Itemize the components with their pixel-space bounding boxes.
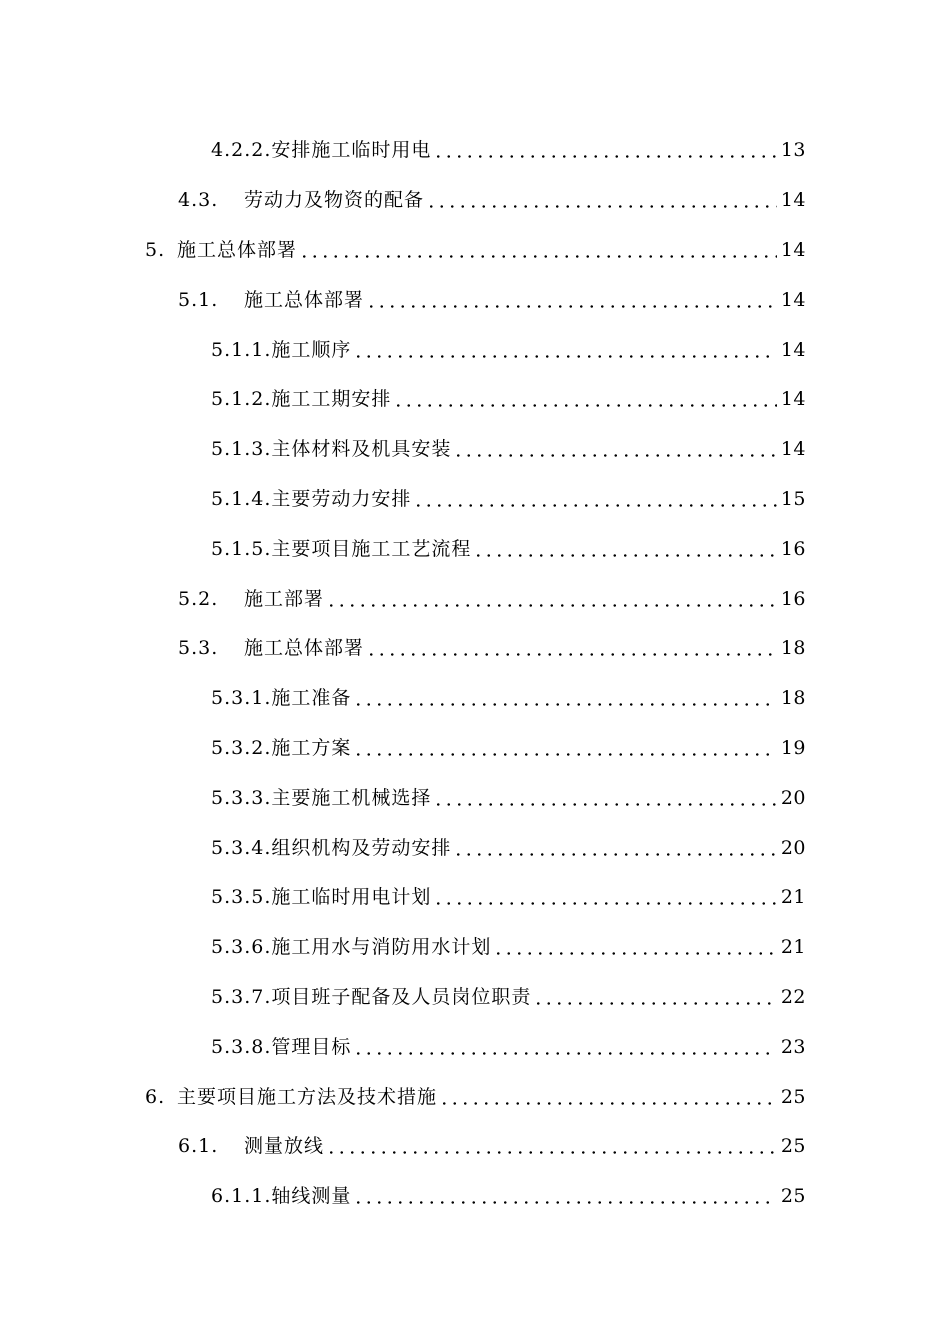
toc-entry-number: 5.3. xyxy=(178,637,219,660)
toc-entry[interactable] xyxy=(0,275,950,325)
dot-leader xyxy=(353,355,776,358)
dot-leader xyxy=(366,305,777,308)
toc-entry[interactable] xyxy=(0,176,950,226)
toc-entry-page-number: 25 xyxy=(780,1185,806,1208)
table-of-contents xyxy=(0,126,950,1222)
dot-leader xyxy=(453,853,776,856)
toc-entry-title: 劳动力及物资的配备 xyxy=(244,189,425,212)
toc-entry-page-number: 25 xyxy=(780,1135,806,1158)
toc-entry-page-number: 22 xyxy=(780,985,806,1008)
toc-entry-page-number: 16 xyxy=(780,587,806,610)
toc-entry-page-number: 20 xyxy=(780,836,806,859)
dot-leader xyxy=(353,1201,776,1204)
toc-entry-number: 5.1. xyxy=(178,288,219,311)
toc-entry-page-number: 18 xyxy=(780,687,806,710)
toc-entry[interactable] xyxy=(0,674,950,724)
dot-leader xyxy=(439,1102,777,1105)
toc-entry-title: 施工工期安排 xyxy=(271,388,392,411)
toc-entry-page-number: 14 xyxy=(780,438,806,461)
dot-leader xyxy=(353,1052,776,1055)
toc-entry-page-number: 15 xyxy=(780,487,806,510)
toc-entry-number: 5.2. xyxy=(178,587,219,610)
toc-entry[interactable] xyxy=(0,1122,950,1172)
toc-entry-title: 主要项目施工工艺流程 xyxy=(271,537,472,560)
toc-entry-title: 施工顺序 xyxy=(271,338,352,361)
toc-entry-number: 6.1.1. xyxy=(211,1185,272,1208)
toc-entry-number: 5. xyxy=(145,238,166,261)
toc-entry-title: 主要劳动力安排 xyxy=(271,487,412,510)
dot-leader xyxy=(353,703,776,706)
dot-leader xyxy=(433,902,776,905)
toc-entry-page-number: 23 xyxy=(780,1035,806,1058)
toc-entry-page-number: 21 xyxy=(780,936,806,959)
dot-leader xyxy=(393,404,776,407)
toc-entry-title: 施工方案 xyxy=(271,736,352,759)
toc-entry[interactable] xyxy=(0,325,950,375)
toc-entry-number: 5.3.5. xyxy=(211,886,272,909)
toc-entry-title: 主要施工机械选择 xyxy=(271,786,432,809)
toc-entry[interactable] xyxy=(0,425,950,475)
toc-entry[interactable] xyxy=(0,574,950,624)
toc-entry[interactable] xyxy=(0,773,950,823)
toc-entry[interactable] xyxy=(0,923,950,973)
toc-entry-title: 主体材料及机具安装 xyxy=(271,438,452,461)
toc-entry-page-number: 19 xyxy=(780,736,806,759)
dot-leader xyxy=(533,1002,776,1005)
toc-entry-page-number: 14 xyxy=(780,388,806,411)
toc-entry-title: 主要项目施工方法及技术措施 xyxy=(177,1085,438,1108)
toc-entry-number: 5.3.8. xyxy=(211,1035,272,1058)
toc-entry-title: 施工部署 xyxy=(244,587,325,610)
toc-entry[interactable] xyxy=(0,226,950,276)
toc-entry-number: 5.3.2. xyxy=(211,736,272,759)
dot-leader xyxy=(326,1151,777,1154)
toc-entry-title: 管理目标 xyxy=(271,1035,352,1058)
toc-entry-page-number: 25 xyxy=(780,1085,806,1108)
toc-entry-page-number: 18 xyxy=(780,637,806,660)
toc-entry-number: 5.1.5. xyxy=(211,537,272,560)
toc-entry-title: 项目班子配备及人员岗位职责 xyxy=(271,985,532,1008)
toc-entry-title: 测量放线 xyxy=(244,1135,325,1158)
toc-entry[interactable] xyxy=(0,724,950,774)
toc-entry[interactable] xyxy=(0,873,950,923)
dot-leader xyxy=(426,205,777,208)
toc-entry-page-number: 14 xyxy=(780,338,806,361)
dot-leader xyxy=(473,554,776,557)
toc-entry-number: 4.2.2. xyxy=(211,139,272,162)
dot-leader xyxy=(413,504,776,507)
toc-entry-page-number: 14 xyxy=(780,288,806,311)
toc-entry-page-number: 14 xyxy=(780,238,806,261)
toc-entry[interactable] xyxy=(0,1022,950,1072)
toc-entry[interactable] xyxy=(0,624,950,674)
toc-entry[interactable] xyxy=(0,1072,950,1122)
dot-leader xyxy=(353,753,776,756)
toc-entry[interactable] xyxy=(0,375,950,425)
toc-entry-title: 轴线测量 xyxy=(271,1185,352,1208)
dot-leader xyxy=(453,454,776,457)
toc-entry-page-number: 13 xyxy=(780,139,806,162)
toc-entry-title: 组织机构及劳动安排 xyxy=(271,836,452,859)
toc-entry-title: 施工总体部署 xyxy=(244,288,365,311)
toc-entry-number: 5.3.4. xyxy=(211,836,272,859)
dot-leader xyxy=(493,952,776,955)
toc-entry-page-number: 16 xyxy=(780,537,806,560)
toc-entry-title: 施工准备 xyxy=(271,687,352,710)
toc-entry-title: 施工用水与消防用水计划 xyxy=(271,936,492,959)
toc-entry[interactable] xyxy=(0,475,950,525)
toc-entry-page-number: 20 xyxy=(780,786,806,809)
toc-entry-number: 5.1.2. xyxy=(211,388,272,411)
dot-leader xyxy=(299,255,777,258)
toc-entry-number: 5.3.6. xyxy=(211,936,272,959)
toc-entry-number: 6. xyxy=(145,1085,166,1108)
toc-entry-number: 4.3. xyxy=(178,189,219,212)
toc-entry[interactable] xyxy=(0,973,950,1023)
toc-entry-number: 5.1.4. xyxy=(211,487,272,510)
dot-leader xyxy=(433,155,776,158)
toc-entry[interactable] xyxy=(0,1172,950,1222)
toc-entry-page-number: 14 xyxy=(780,189,806,212)
toc-entry-number: 5.3.1. xyxy=(211,687,272,710)
toc-entry-number: 6.1. xyxy=(178,1135,219,1158)
toc-entry[interactable] xyxy=(0,524,950,574)
toc-entry[interactable] xyxy=(0,823,950,873)
toc-entry[interactable] xyxy=(0,126,950,176)
toc-entry-page-number: 21 xyxy=(780,886,806,909)
dot-leader xyxy=(433,803,776,806)
toc-entry-number: 5.3.7. xyxy=(211,985,272,1008)
toc-entry-title: 施工临时用电计划 xyxy=(271,886,432,909)
toc-entry-number: 5.1.1. xyxy=(211,338,272,361)
toc-entry-number: 5.1.3. xyxy=(211,438,272,461)
dot-leader xyxy=(366,653,777,656)
toc-entry-number: 5.3.3. xyxy=(211,786,272,809)
dot-leader xyxy=(326,604,777,607)
toc-entry-title: 施工总体部署 xyxy=(244,637,365,660)
toc-entry-title: 施工总体部署 xyxy=(177,238,298,261)
toc-entry-title: 安排施工临时用电 xyxy=(271,139,432,162)
